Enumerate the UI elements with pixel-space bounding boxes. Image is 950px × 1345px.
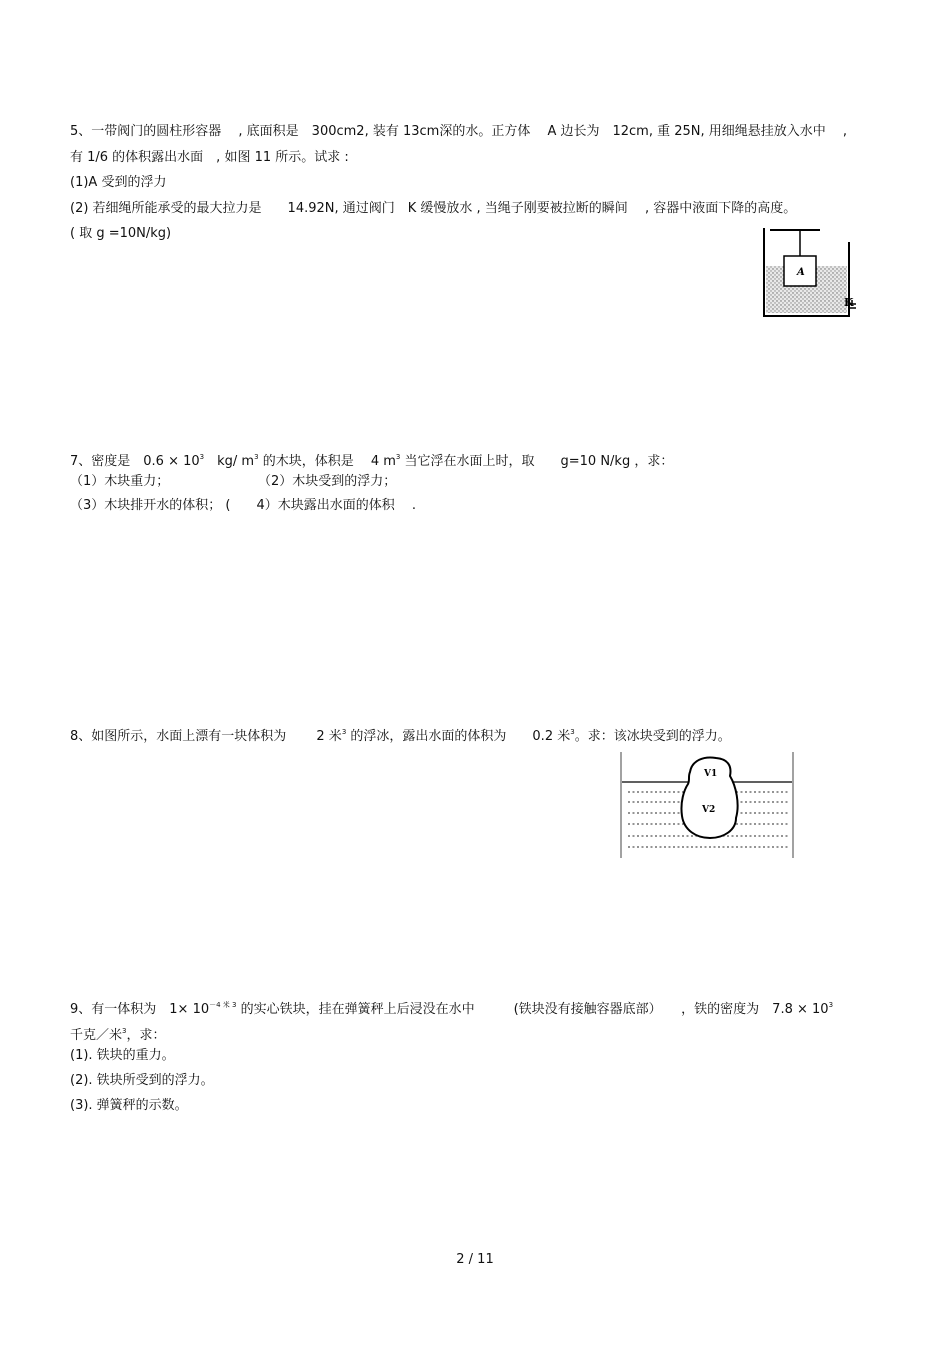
q9-sup-c: 3 <box>122 1027 127 1035</box>
q8-line-1 <box>70 724 731 745</box>
q9-text-c: 千克／米 <box>70 1028 123 1043</box>
q9-text-d: ，求： <box>126 1028 166 1043</box>
page-number: 2 / 11 <box>456 1252 494 1267</box>
q7-line-2a: （1）木块重力； <box>70 474 170 489</box>
q9-line-1 <box>70 997 833 1018</box>
q9-line-2 <box>70 1023 166 1044</box>
q8-v1-label: V1 <box>704 769 718 779</box>
q5-line-5: ( 取 g =10N/kg) <box>70 226 172 241</box>
q8-sup-b: 3 <box>570 728 575 736</box>
q9-text-b: 的实心铁块，挂在弹簧秤上后浸没在水中 (铁块没有接触容器底部） ，铁的密度为 7.8 × 10 <box>236 1002 829 1017</box>
q9-item-2: (2). 铁块所受到的浮力。 <box>70 1073 214 1088</box>
q9-text-a: 9、有一体积为 1× 10 <box>70 1002 210 1017</box>
q7-sup-a: 3 <box>199 453 205 461</box>
q9-sup-a: －4 米 3 <box>209 1001 237 1009</box>
q7-text-a: 7、密度是 0.6 × 10 <box>70 454 200 469</box>
q9-item-1: (1). 铁块的重力。 <box>70 1048 175 1063</box>
q5-block-label: A <box>797 267 805 278</box>
q5-line-4: (2) 若细绳所能承受的最大拉力是 14.92N, 通过阀门 K 缓慢放水 , 当绳子刚要被拉断的瞬间 , 容器中液面下降的高度。 <box>70 201 797 216</box>
q8-figure-ice <box>620 752 794 858</box>
q7-text-b: kg/ m <box>204 454 255 469</box>
q8-text-a: 8、如图所示，水面上漂有一块体积为 2 米 <box>70 729 342 744</box>
q7-sup-b: 3 <box>254 453 259 461</box>
q5-line-1: 5、一带阀门的圆柱形容器 , 底面积是 300cm2, 装有 13cm深的水。正方体 A 边长为 12cm, 重 25N, 用细绳悬挂放入水中 , <box>70 124 848 139</box>
q7-sup-c: 3 <box>395 453 401 461</box>
q8-v2-label: V2 <box>702 805 716 815</box>
q7-line-3: （3）木块排开水的体积； ( 4）木块露出水面的体积 . <box>70 498 417 513</box>
q8-sup-a: 3 <box>341 728 347 736</box>
q7-line-1 <box>70 449 673 470</box>
q7-text-d: 当它浮在水面上时，取 g=10 N/kg ，求： <box>400 454 674 469</box>
q7-line-2b: （2）木块受到的浮力； <box>258 474 397 489</box>
q9-sup-b: 3 <box>828 1001 834 1009</box>
q5-line-2: 有 1/6 的体积露出水面 , 如图 11 所示。试求 : <box>70 150 349 165</box>
q5-figure-container <box>756 224 860 324</box>
q9-item-3: (3). 弹簧秤的示数。 <box>70 1098 188 1113</box>
q5-line-3: (1)A 受到的浮力 <box>70 175 167 190</box>
q7-text-c: 的木块，体积是 4 m <box>258 454 396 469</box>
q8-text-b: 的浮冰，露出水面的体积为 0.2 米 <box>346 729 571 744</box>
q5-valve-label: K <box>844 296 854 309</box>
q8-text-c: 。求：该冰块受到的浮力。 <box>574 729 731 744</box>
